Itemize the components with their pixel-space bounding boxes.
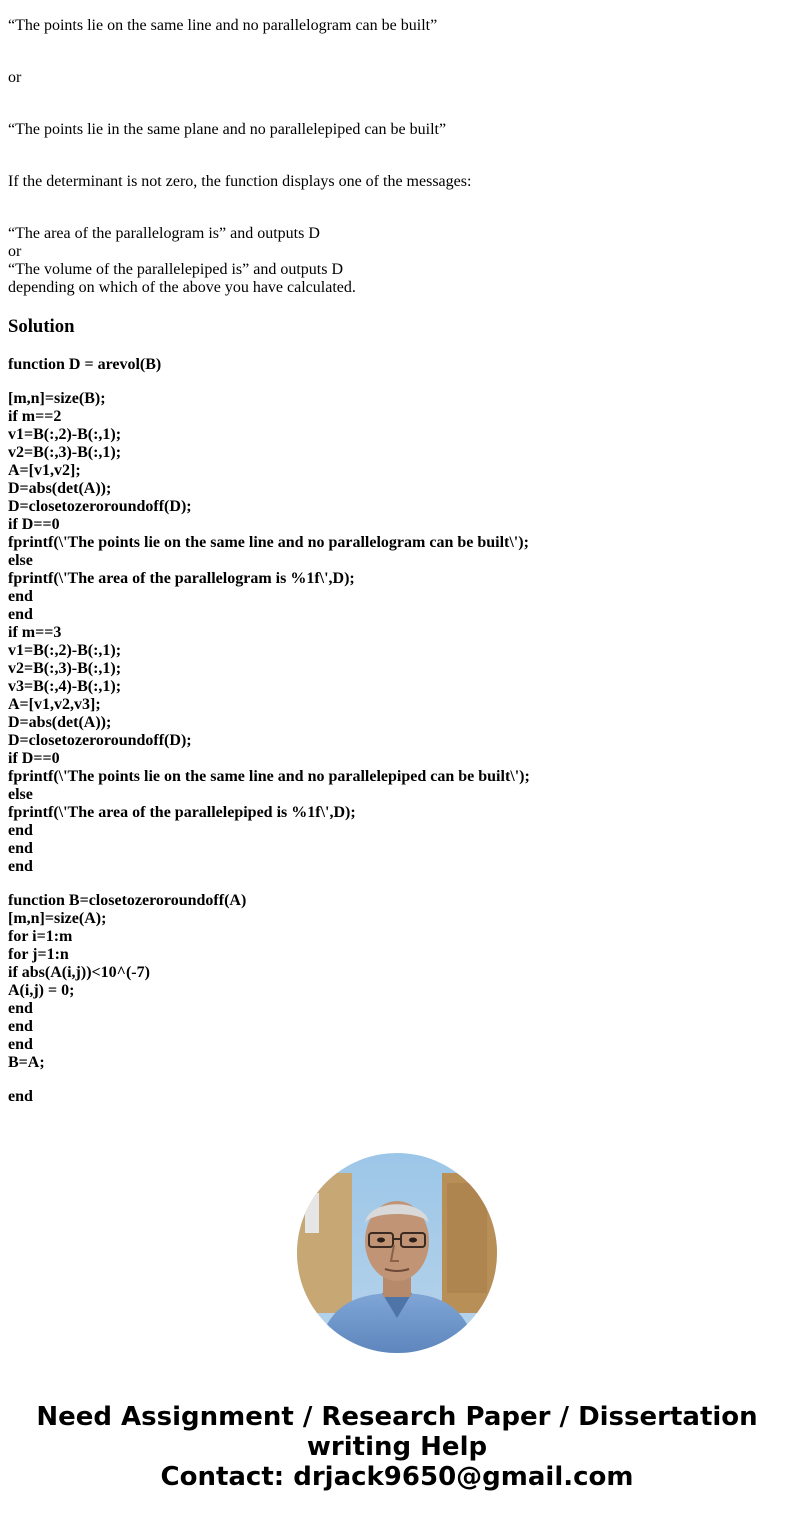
code-line: if m==3 [8, 624, 62, 641]
code-block-main [8, 390, 530, 876]
volume-message: “The volume of the parallelepiped is” and outputs D [8, 261, 344, 278]
code-line: v2=B(:,3)-B(:,1); [8, 444, 122, 461]
code-line: if D==0 [8, 516, 60, 533]
code-line: A=[v1,v2]; [8, 462, 81, 479]
message-same-plane: “The points lie in the same plane and no parallelepiped can be built” [8, 121, 447, 138]
code-line: end [8, 822, 33, 839]
depending-note: depending on which of the above you have calculated. [8, 279, 356, 296]
code-line: for j=1:n [8, 946, 69, 963]
output-messages [8, 225, 356, 297]
code-line: function B=closetozeroroundoff(A) [8, 892, 247, 909]
code-line: fprintf(\'The area of the parallelogram is %1f\',D); [8, 570, 355, 587]
code-line: else [8, 786, 33, 803]
code-line: if D==0 [8, 750, 60, 767]
author-avatar [297, 1153, 497, 1353]
code-block-helper [8, 892, 246, 1072]
code-line: v2=B(:,3)-B(:,1); [8, 660, 122, 677]
code-line: A=[v1,v2,v3]; [8, 696, 101, 713]
code-line: end [8, 1036, 33, 1053]
code-line: A(i,j) = 0; [8, 982, 75, 999]
code-line: end [8, 1018, 33, 1035]
code-line: v3=B(:,4)-B(:,1); [8, 678, 122, 695]
code-line: fprintf(\'The area of the parallelepiped is %1f\',D); [8, 804, 356, 821]
code-line: D=abs(det(A)); [8, 480, 112, 497]
code-line: [m,n]=size(B); [8, 390, 106, 407]
function-header: function D = arevol(B) [8, 356, 162, 373]
code-line: [m,n]=size(A); [8, 910, 107, 927]
determinant-note: If the determinant is not zero, the function displays one of the messages: [8, 173, 472, 190]
code-line: v1=B(:,2)-B(:,1); [8, 642, 122, 659]
code-line: for i=1:m [8, 928, 73, 945]
code-line: D=closetozeroroundoff(D); [8, 498, 192, 515]
area-message: “The area of the parallelogram is” and outputs D [8, 225, 320, 242]
code-line: B=A; [8, 1054, 45, 1071]
promo-contact: Contact: drjack9650@gmail.com [160, 1462, 634, 1492]
code-line: else [8, 552, 33, 569]
code-line: end [8, 840, 33, 857]
promo-line-1: Need Assignment / Research Paper / Dissertation [36, 1402, 758, 1432]
code-line: end [8, 858, 33, 875]
code-line: end [8, 1000, 33, 1017]
code-line: if abs(A(i,j))<10^(-7) [8, 964, 150, 981]
code-line: D=closetozeroroundoff(D); [8, 732, 192, 749]
or-text-2: or [8, 243, 22, 260]
code-line: if m==2 [8, 408, 62, 425]
solution-heading: Solution [8, 316, 75, 337]
promo-line-2: writing Help [306, 1432, 488, 1462]
code-line: fprintf(\'The points lie on the same line and no parallelogram can be built\'); [8, 534, 529, 551]
code-line: fprintf(\'The points lie on the same line and no parallelepiped can be built\'); [8, 768, 530, 785]
code-line: D=abs(det(A)); [8, 714, 112, 731]
message-same-line: “The points lie on the same line and no parallelogram can be built” [8, 17, 438, 34]
code-line: v1=B(:,2)-B(:,1); [8, 426, 122, 443]
promo-banner [0, 1402, 794, 1492]
or-text: or [8, 69, 22, 86]
code-line: end [8, 588, 33, 605]
author-photo-icon [297, 1153, 497, 1353]
code-line: end [8, 606, 33, 623]
code-end: end [8, 1088, 33, 1105]
